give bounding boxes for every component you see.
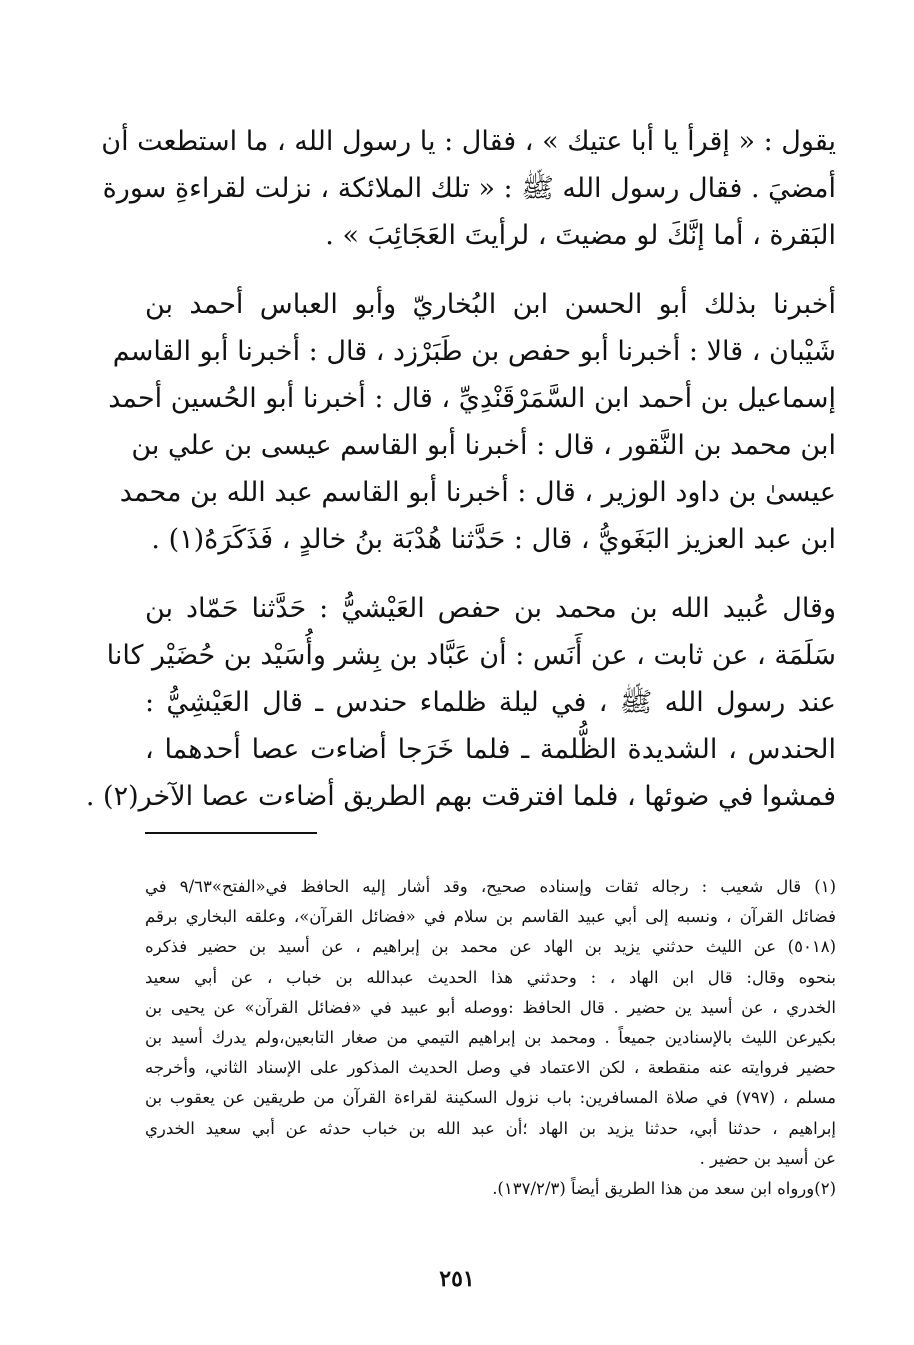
text-line: سَلَمَة ، عن ثابت ، عن أَنَس : أن عَبَّاد بن بِشر وأُسَيْد بن حُضَيْر كانا (106, 640, 836, 671)
footnote-line: حضير فروايته عنه منقطعة ، لكن الاعتماد في وصل الحديث المذكور على الإسناد الثاني، وأخرجه (145, 1058, 836, 1078)
text-line: أخبرنا بذلك أبو الحسن ابن البُخاريّ وأبو العباس أحمد بن (145, 289, 836, 320)
footnote-line: (١) قال شعيب : رجاله ثقات وإسناده صحيح، وقد أشار إليه الحافظ في«الفتح»٩/٦٣ في (145, 877, 837, 896)
text-line: شَيْبان ، قالا : أخبرنا أبو حفص بن طَبَرْزد ، قال : أخبرنا أبو القاسم (112, 336, 836, 367)
footnote-separator (145, 832, 317, 834)
main-text (85, 118, 836, 842)
footnote-line: (٢)ورواه ابن سعد من هذا الطريق أيضاً (١٣٧/٢/٣). (492, 1178, 836, 1198)
footnote-line: بكيرعن الليث بالإسنادين جميعاً . ومحمد بن إبراهيم التيمي من صغار التابعين،ولم يدرك أسيد بن (145, 1027, 836, 1047)
text-line: فمشوا في ضوئها ، فلما افترقت بهم الطريق أضاءت عصا الآخر(٢) . (85, 781, 836, 812)
footnote-line: الخدري ، عن أسيد ين حضير . قال الحافظ :ووصله أبو عبيد في «فضائل القرآن» عن يحيى بن (145, 997, 836, 1017)
text-line: عيسىٰ بن داود الوزير ، قال : أخبرنا أبو القاسم عبد الله بن محمد (119, 477, 836, 508)
footnote-line: فضائل القرآن ، ونسبه إلى أبي عبيد القاسم بن سلام في «فضائل القرآن»، وعلقه البخاري برقم (145, 907, 836, 927)
text-line: عند رسول الله ﷺ ، في ليلة ظلماء حندس ـ قال العَيْشِيُّ : (145, 687, 836, 718)
footnote-line: عن أسيد بن حضير . (699, 1148, 836, 1168)
page-number: ٢٥١ (439, 1266, 475, 1292)
text-line: إسماعيل بن أحمد ابن السَّمَرْقَنْدِيِّ ، قال : أخبرنا أبو الحُسين أحمد (108, 383, 836, 414)
text-line: يقول : « إقرأ يا أبا عتيك » ، فقال : يا رسول الله ، ما استطعت أن (101, 126, 836, 157)
paragraph-1 (101, 118, 836, 259)
text-line: ابن عبد العزيز البَغَويُّ ، قال : حَدَّثنا هُدْبَة بنُ خالدٍ ، فَذَكَرَهُ(١) . (151, 524, 836, 555)
text-line: وقال عُبيد الله بن محمد بن حفص العَيْشيُّ : حَدَّثنا حَمّاد بن (145, 593, 836, 624)
paragraph-3 (85, 585, 836, 820)
text-line: البَقرة ، أما إنَّكَ لو مضيتَ ، لرأيتَ العَجَائِبَ » . (325, 220, 836, 251)
text-line: أمضيَ . فقال رسول الله ﷺ : « تلك الملائكة ، نزلت لقراءةِ سورة (102, 173, 836, 204)
text-line: ابن محمد بن النَّقور ، قال : أخبرنا أبو القاسم عيسى بن علي بن (131, 430, 836, 461)
footnotes (145, 872, 836, 1204)
text-line: الحندس ، الشديدة الظُّلمة ـ فلما خَرَجا أضاءت عصا أحدهما ، (145, 734, 836, 765)
paragraph-2 (108, 281, 836, 563)
footnote-line: إبراهيم ، حدثنا أبي، حدثنا يزيد بن الهاد ؛أن عبد الله بن خباب حدثه عن أبي سعيد الخدري (145, 1118, 836, 1138)
footnote-line: (٥٠١٨) عن الليث حدثني يزيد بن الهاد عن محمد بن إبراهيم ، عن أسيد بن حضير فذكره (145, 937, 836, 957)
footnote-line: بنحوه وقال: قال ابن الهاد ، : وحدثني هذا الحديث عبدالله بن خباب ، عن أبي سعيد (145, 967, 836, 987)
footnote-line: مسلم ، (٧٩٧) في صلاة المسافرين: باب نزول السكينة لقراءة القرآن من طريقين عن يعقوب بن (145, 1088, 836, 1108)
